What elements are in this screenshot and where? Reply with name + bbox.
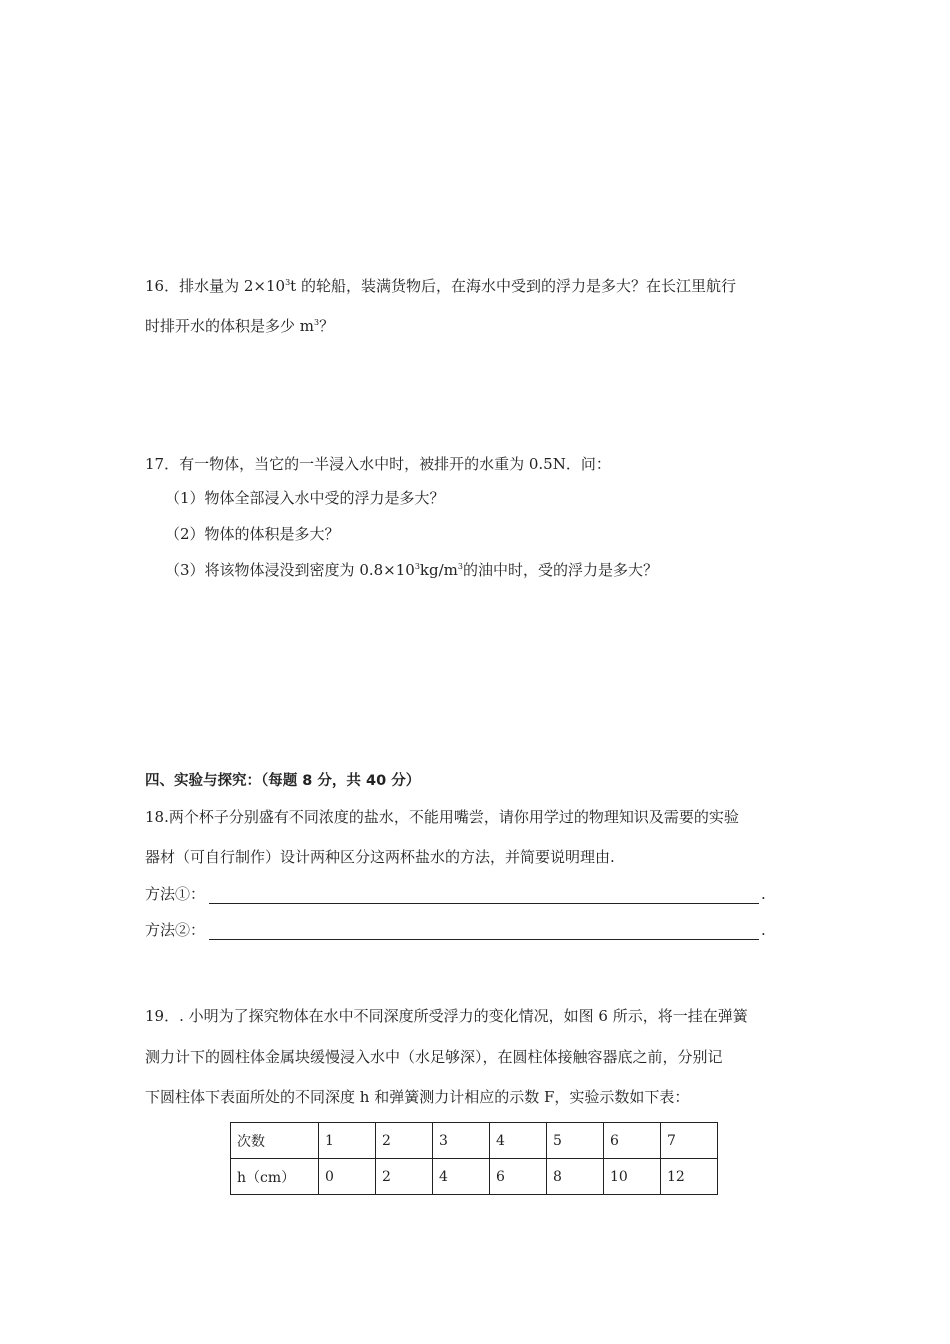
- table-cell: 0: [319, 1159, 376, 1195]
- q18-method-1-label: 方法①：: [145, 885, 206, 903]
- q17-sub-3: [165, 560, 658, 580]
- q19-line-2: 测力计下的圆柱体金属块缓慢浸入水中（水足够深），在圆柱体接触容器底之前，分别记: [145, 1048, 723, 1066]
- q16-exponent: 3: [285, 278, 291, 287]
- q17-sub3-text-a: （3）将该物体浸没到密度为 0.8×10: [165, 561, 415, 579]
- table-cell: 6: [604, 1123, 661, 1159]
- table-cell: 10: [604, 1159, 661, 1195]
- table-cell: 2: [376, 1159, 433, 1195]
- q16-text-b: t 的轮船，装满货物后，在海水中受到的浮力是多大？在长江里航行: [290, 277, 736, 295]
- q18-method-1-row: [145, 884, 775, 904]
- table-cell: 2: [376, 1123, 433, 1159]
- q16-unit-exponent: 3: [314, 318, 320, 327]
- q18-line-1: 18.两个杯子分别盛有不同浓度的盐水，不能用嘴尝，请你用学过的物理知识及需要的实验: [145, 808, 739, 826]
- table-cell: 1: [319, 1123, 376, 1159]
- table-cell: 6: [490, 1159, 547, 1195]
- q16-text-a: 16．排水量为 2×10: [145, 277, 286, 295]
- q19-line-3: 下圆柱体下表面所处的不同深度 h 和弹簧测力计相应的示数 F，实验示数如下表：: [145, 1088, 690, 1106]
- q16-text-c: 时排开水的体积是多少 m: [145, 317, 314, 335]
- q16-text-d: ？: [319, 317, 335, 335]
- q18-method-2-answer-line[interactable]: [209, 923, 759, 940]
- q16-line-1: [145, 276, 736, 296]
- table-cell: 4: [490, 1123, 547, 1159]
- table-cell: 8: [547, 1159, 604, 1195]
- q17-sub3-exp-2: 3: [457, 562, 463, 571]
- q19-data-table: [230, 1122, 718, 1195]
- q18-method-1-period: .: [761, 885, 766, 903]
- q18-method-1-answer-line[interactable]: [209, 887, 759, 904]
- q16-line-2: [145, 316, 334, 336]
- table-cell: 5: [547, 1123, 604, 1159]
- q17-stem: 17．有一物体，当它的一半浸入水中时，被排开的水重为 0.5N．问：: [145, 455, 611, 473]
- q18-method-2-row: [145, 920, 775, 940]
- table-cell: 12: [661, 1159, 718, 1195]
- table-header-cell: h（cm）: [231, 1159, 319, 1195]
- table-cell: 4: [433, 1159, 490, 1195]
- q17-sub3-exp-1: 3: [414, 562, 420, 571]
- table-row: [231, 1159, 718, 1195]
- q17-sub-1: （1）物体全部浸入水中受的浮力是多大？: [165, 489, 445, 507]
- q18-line-2: 器材（可自行制作）设计两种区分这两杯盐水的方法，并简要说明理由.: [145, 848, 615, 866]
- table-row: [231, 1123, 718, 1159]
- section-4-heading: 四、实验与探究：（每题 8 分，共 40 分）: [145, 773, 421, 789]
- q17-sub3-text-c: 的油中时，受的浮力是多大？: [462, 561, 658, 579]
- q17-sub3-text-b: kg/m: [419, 561, 458, 579]
- q18-method-2-label: 方法②：: [145, 921, 206, 939]
- table-cell: 7: [661, 1123, 718, 1159]
- q19-line-1: 19．. 小明为了探究物体在水中不同深度所受浮力的变化情况，如图 6 所示，将一挂在弹簧: [145, 1007, 748, 1025]
- table-cell: 3: [433, 1123, 490, 1159]
- table-header-cell: 次数: [231, 1123, 319, 1159]
- q18-method-2-period: .: [761, 921, 766, 939]
- q17-sub-2: （2）物体的体积是多大？: [165, 525, 340, 543]
